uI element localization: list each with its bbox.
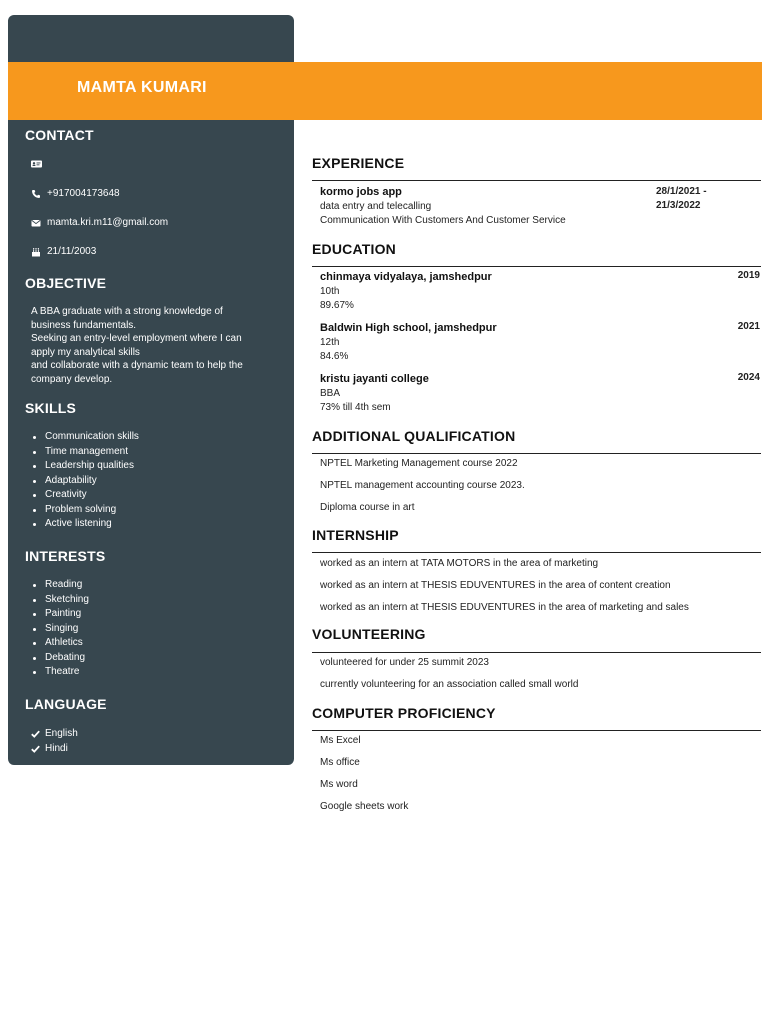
- interests-section: [25, 548, 280, 564]
- contact-phone-row: [31, 188, 120, 199]
- skill-item: Active listening: [31, 517, 139, 532]
- interest-item: Debating: [31, 651, 89, 666]
- education-school: chinmaya vidyalaya, jamshedpur: [320, 271, 492, 283]
- additional-title: ADDITIONAL QUALIFICATION: [312, 428, 516, 444]
- language-title: LANGUAGE: [25, 696, 107, 712]
- education-score: 89.67%: [320, 300, 354, 311]
- experience-date: [656, 185, 736, 213]
- computer-item: Google sheets work: [320, 801, 409, 812]
- education-title: EDUCATION: [312, 241, 396, 257]
- experience-desc: Communication With Customers And Customer Service: [320, 215, 566, 226]
- objective-text: [31, 305, 271, 386]
- contact-email-row: [31, 217, 168, 228]
- experience-title: EXPERIENCE: [312, 155, 405, 171]
- internship-item: worked as an intern at THESIS EDUVENTURES in the area of marketing and sales: [320, 602, 689, 613]
- computer-item: Ms office: [320, 757, 360, 768]
- computer-section: [312, 705, 761, 721]
- volunteering-item: currently volunteering for an association called small world: [320, 679, 579, 690]
- skill-item: Problem solving: [31, 503, 139, 518]
- objective-line: Seeking an entry-level employment where I can: [31, 333, 242, 344]
- education-entry: [320, 321, 760, 365]
- divider: [312, 453, 761, 454]
- computer-item: Ms Excel: [320, 735, 361, 746]
- id-card-icon: [31, 159, 41, 169]
- skill-item: Communication skills: [31, 430, 139, 445]
- volunteering-title: VOLUNTEERING: [312, 626, 426, 642]
- language-list: [31, 727, 78, 756]
- divider: [312, 652, 761, 653]
- divider: [312, 552, 761, 553]
- check-icon: [31, 730, 40, 738]
- volunteering-item: volunteered for under 25 summit 2023: [320, 657, 489, 668]
- computer-item: Ms word: [320, 779, 358, 790]
- phone-icon: [31, 189, 41, 199]
- birthday-cake-icon: [31, 247, 41, 257]
- divider: [312, 180, 761, 181]
- contact-title: CONTACT: [25, 127, 94, 143]
- experience-entry: [320, 185, 760, 229]
- interest-item: Athletics: [31, 636, 89, 651]
- divider: [312, 266, 761, 267]
- computer-title: COMPUTER PROFICIENCY: [312, 705, 496, 721]
- interests-list: [31, 578, 89, 680]
- skill-item: Adaptability: [31, 474, 139, 489]
- interest-item: Singing: [31, 622, 89, 637]
- objective-line: company develop.: [31, 373, 113, 385]
- education-entry: [320, 372, 760, 416]
- interest-item: Painting: [31, 607, 89, 622]
- volunteering-section: [312, 626, 761, 642]
- skill-item: Time management: [31, 445, 139, 460]
- experience-date-end: 21/3/2022: [656, 200, 701, 211]
- education-level: BBA: [320, 387, 341, 399]
- internship-item: worked as an intern at THESIS EDUVENTURES in the area of content creation: [320, 580, 671, 591]
- contact-dob-row: [31, 246, 96, 257]
- candidate-name: MAMTA KUMARI: [77, 79, 207, 96]
- skills-list: [31, 430, 139, 532]
- education-score: 73% till 4th sem: [320, 402, 391, 413]
- skill-item: Creativity: [31, 488, 139, 503]
- language-item: [31, 742, 78, 757]
- education-year: 2024: [737, 372, 760, 383]
- internship-section: [312, 527, 761, 543]
- interests-title: INTERESTS: [25, 548, 106, 564]
- qualification-item: Diploma course in art: [320, 502, 415, 513]
- objective-line: business fundamentals.: [31, 319, 137, 331]
- objective-section: [25, 275, 280, 291]
- skills-title: SKILLS: [25, 400, 76, 416]
- education-score: 84.6%: [320, 351, 349, 362]
- objective-line: A BBA graduate with a strong knowledge of: [31, 306, 223, 317]
- qualification-item: NPTEL Marketing Management course 2022: [320, 458, 518, 469]
- internship-title: INTERNSHIP: [312, 527, 399, 543]
- education-year: 2021: [737, 321, 760, 332]
- interest-item: Sketching: [31, 593, 89, 608]
- additional-section: [312, 428, 761, 444]
- education-entry: [320, 270, 760, 314]
- envelope-icon: [31, 218, 41, 228]
- education-level: 12th: [320, 336, 340, 348]
- contact-phone-text[interactable]: +917004173648: [47, 188, 120, 199]
- language-item: [31, 727, 78, 742]
- language-section: [25, 696, 280, 712]
- education-year: 2019: [737, 270, 760, 281]
- interest-item: Reading: [31, 578, 89, 593]
- experience-role: data entry and telecalling: [320, 200, 432, 212]
- internship-item: worked as an intern at TATA MOTORS in the area of marketing: [320, 558, 599, 569]
- interest-item: Theatre: [31, 665, 89, 680]
- language-name: English: [45, 728, 78, 739]
- education-level: 10th: [320, 285, 340, 297]
- qualification-item: NPTEL management accounting course 2023.: [320, 480, 525, 491]
- education-school: Baldwin High school, jamshedpur: [320, 322, 497, 334]
- language-name: Hindi: [45, 742, 68, 754]
- education-school: kristu jayanti college: [320, 373, 429, 385]
- experience-date-start: 28/1/2021 -: [656, 186, 707, 197]
- experience-org: kormo jobs app: [320, 186, 402, 198]
- experience-section: [312, 155, 761, 171]
- contact-section: [25, 127, 280, 143]
- contact-dob-text: 21/11/2003: [47, 246, 97, 257]
- divider: [312, 730, 761, 731]
- contact-id-row: [31, 159, 47, 169]
- objective-line: apply my analytical skills: [31, 346, 140, 358]
- objective-title: OBJECTIVE: [25, 275, 107, 291]
- skills-section: [25, 400, 280, 416]
- education-section: [312, 241, 761, 257]
- skill-item: Leadership qualities: [31, 459, 139, 474]
- contact-email-text[interactable]: mamta.kri.m11@gmail.com: [47, 217, 169, 228]
- check-icon: [31, 745, 40, 753]
- objective-line: and collaborate with a dynamic team to help the: [31, 360, 243, 371]
